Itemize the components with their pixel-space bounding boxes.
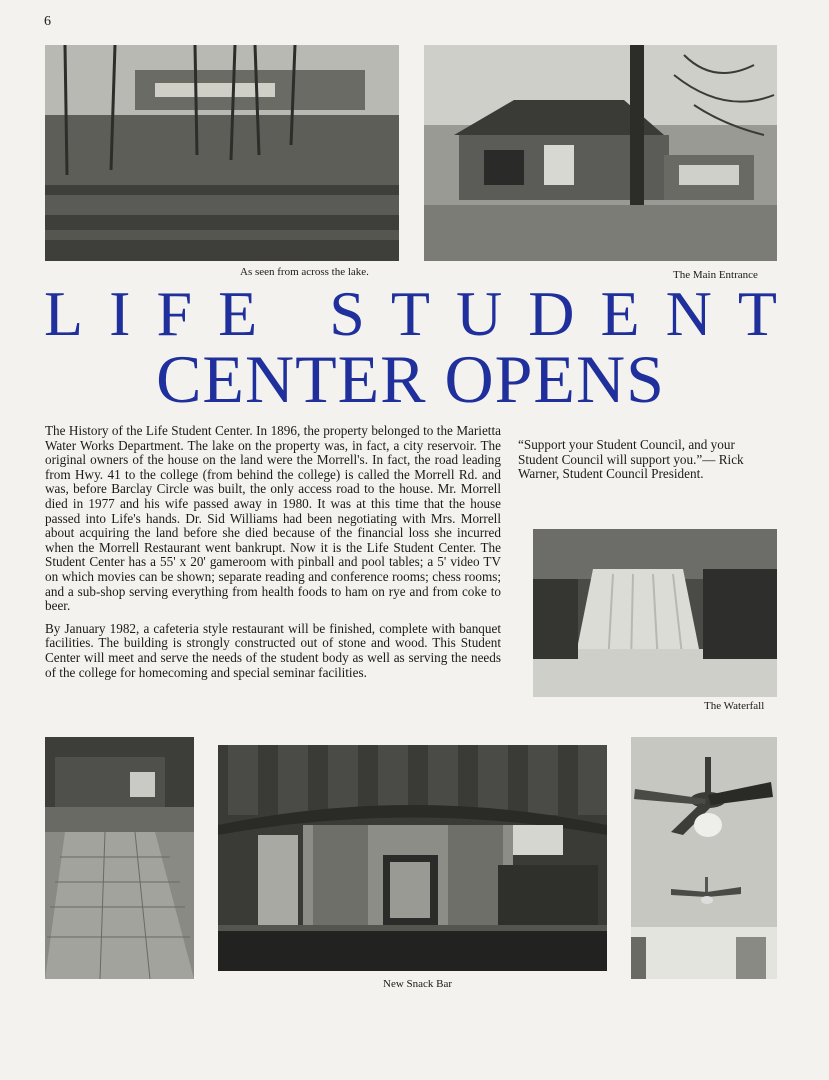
- headline-letter: N: [665, 278, 712, 349]
- headline-letter: D: [528, 278, 575, 349]
- headline-letter: [283, 282, 303, 346]
- article-paragraph-1: The History of the Life Student Center. In 1896, the property belonged to the Marietta Water Works Department. The lake on the property was, in fact, a city reservoir. The original owners of the house on the land were the Morrell's. In fact, the road leading from Hwy. 41 to the college (from behind the college) is called the Morrell Rd. and was, before Barclay Circle was built, the only access road to the house. Mr. Morrell died in 1977 and his wife passed away in 1980. It was at this time that the house passed into Life's hands. Dr. Sid Williams had been negotiating with Mrs. Morrell about acquiring the land before she died because of the financial loss she incurred when the Morrell Restaurant went bankrupt. Now it is the Life Student Center. The Student Center has a 55' x 20' gameroom with pinball and pool tables; a 5' video TV on which movies can be shown; separate reading and conference rooms; chess rooms; and a sub-shop serving everything from health foods to ham on rye and from coke to beer.: [45, 423, 501, 614]
- headline-letter: U: [456, 278, 503, 349]
- main-entrance-photo: [424, 45, 777, 261]
- snack-bar-caption: New Snack Bar: [383, 978, 453, 990]
- headline-letter: F: [156, 278, 193, 349]
- ceiling-fan-photo: [631, 737, 777, 979]
- page-number: 6: [44, 14, 51, 29]
- quote-block: [518, 438, 778, 482]
- headline-line1: [44, 278, 777, 349]
- headline-letter: T: [390, 278, 430, 349]
- headline-letter: E: [600, 278, 640, 349]
- article-paragraph-2: By January 1982, a cafeteria style restaurant will be finished, complete with banquet facilities. The building is strongly constructed out of stone and wood. This Student Center will meet and serve the needs of the student body as well as serving the needs of the college for homecoming and special seminar facilities.: [45, 620, 501, 680]
- entrance-caption: The Main Entrance: [673, 269, 758, 281]
- article-body: [45, 424, 501, 680]
- headline-letter: T: [737, 278, 777, 349]
- lake-photo: [45, 45, 399, 261]
- quote-text: “Support your Student Council, and your Student Council will support you.”— Rick Warner, Student Council President.: [518, 437, 744, 482]
- lake-caption: As seen from across the lake.: [240, 266, 369, 278]
- headline-letter: L: [44, 278, 84, 349]
- headline-letter: I: [109, 278, 131, 349]
- headline-letter: E: [218, 278, 258, 349]
- waterfall-caption: The Waterfall: [704, 700, 765, 712]
- snack-bar-photo: [218, 745, 607, 971]
- waterfall-photo: [533, 529, 777, 697]
- headline-letter: S: [329, 278, 365, 349]
- stone-path-photo: [45, 737, 194, 979]
- headline-line2: CENTER OPENS: [156, 341, 665, 417]
